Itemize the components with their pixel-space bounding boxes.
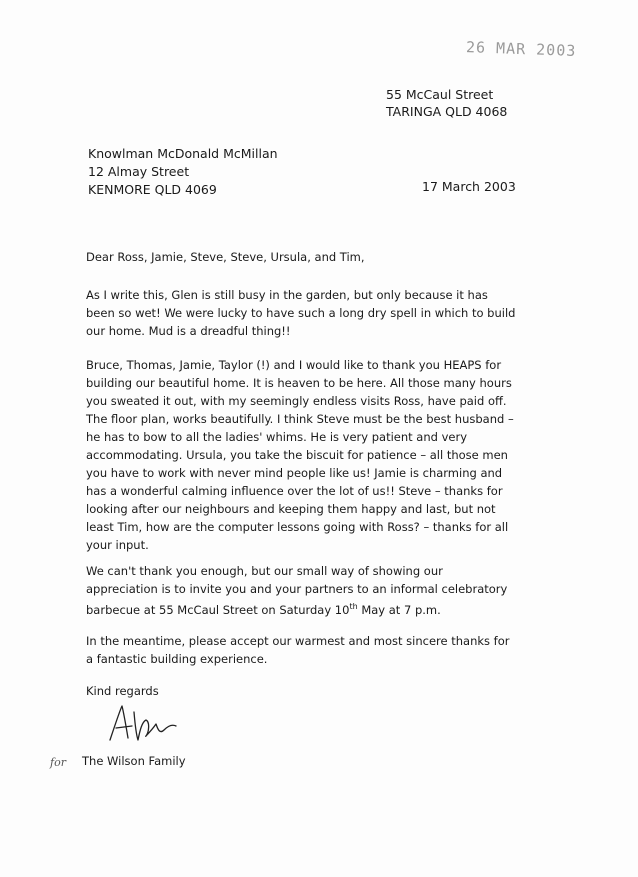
paragraph-garden: As I write this, Glen is still busy in the garden, but only because it has been so wet! We were lucky to have such a long dry spell in which to build our home. Mud is a dreadful thing!! [86,288,516,338]
paragraph-thanks: Bruce, Thomas, Jamie, Taylor (!) and I would like to thank you HEAPS for building our beautiful home. It is heaven to be here. All those many hours you sweated it out, with my seemingly endless visits Ross, have paid off. The floor plan, works beautifully. I think Steve must be the best husband – he has to bow to all the ladies' whims. He is very patient and very accommodating. Ursula, you take the biscuit for patience – all those men you have to work with never mind people like us! Jamie is charming and has a wonderful calming influence over the lot of us!! Steve – thanks for looking after our neighbours and keeping them happy and last, but not least Tim, how are the computer lessons going with Ross? – thanks for all your input. [86,358,514,552]
salutation: Dear Ross, Jamie, Steve, Steve, Ursula, and Tim, [86,250,365,264]
invitation-text-end: May at 7 p.m. [357,602,441,617]
invitation-text-start: We can't thank you enough, but our small way of showing our appreciation is to invite you and your partners to an informal celebratory barbecue at 55 McCaul Street on Saturday 10 [86,564,508,617]
recipient-suburb: KENMORE QLD 4069 [88,182,217,197]
recipient-company: Knowlman McDonald McMillan [88,146,278,161]
ordinal-suffix: th [349,602,358,611]
paragraph-invitation [86,562,516,619]
closing-phrase: Kind regards [86,684,159,698]
handwritten-signature [102,700,182,746]
sender-street: 55 McCaul Street [386,87,494,102]
for-handwritten-note: for [50,756,66,769]
sender-suburb: TARINGA QLD 4068 [386,104,508,119]
received-date-stamp: 26 MAR 2003 [465,38,577,60]
sender-address [386,86,507,120]
recipient-address [88,145,278,199]
signoff-name: The Wilson Family [82,754,186,768]
letter-date: 17 March 2003 [422,179,516,194]
recipient-street: 12 Almay Street [88,164,190,179]
paragraph-closing-thanks: In the meantime, please accept our warmest and most sincere thanks for a fantastic building experience. [86,634,510,666]
